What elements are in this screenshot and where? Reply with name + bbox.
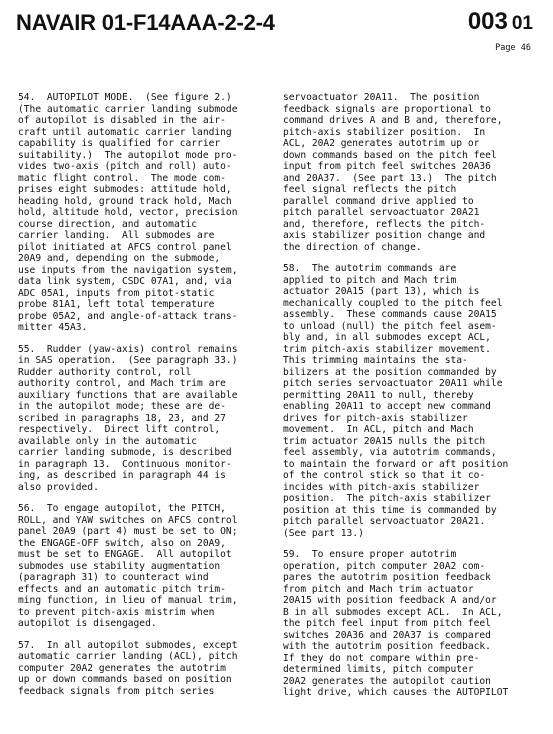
- section-number: [468, 8, 533, 36]
- paragraph-55: 55. Rudder (yaw-axis) control remains in SAS operation. (See paragraph 33.) Rudder authority control, roll authority control, and Mach trim are auxiliary functions that are available in the autopilot mode; these are de- scribed in paragraphs 18, 23, and 27 respectively. Direct lift control, available only in the automatic carrier landing submode, is described in paragraph 13. Continuous monitor- ing, as described in paragraph 44 is also provided.: [18, 343, 238, 493]
- paragraph-54: 54. AUTOPILOT MODE. (See figure 2.) (The automatic carrier landing submode of autopilot is disabled in the air- craft until automatic carrier landing capability is qualified for carrier suitability.) The autopilot mode pro- vides two-axis (pitch and roll) auto- matic flight control. The mode com- prises eight submodes: attitude hold, heading hold, ground track hold, Mach hold, altitude hold, vector, precision course direction, and automatic carrier landing. All submodes are pilot initiated at AFCS control panel 20A9 and, depending on the submode, use inputs from the navigation system, data link system, CSDC 07A1, and, via ADC 05A1, inputs from pitot-static probe 81A1, left total temperature probe 05A2, and angle-of-attack trans- mitter 45A3.: [18, 92, 238, 333]
- revision-code: 01: [511, 13, 533, 34]
- paragraph-56: 56. To engage autopilot, the PITCH, ROLL, and YAW switches on AFCS control panel 20A9 (part 4) must be set to ON; the ENGAGE-OFF switch, also on 20A9, must be set to ENGAGE. All autopilot submodes use stability augmentation (paragraph 31) to counteract wind effects and an automatic pitch trim- ming function, in lieu of manual trim, to prevent pitch-axis mistrim when autopilot is disengaged.: [18, 503, 238, 629]
- paragraph-58: 58. The autotrim commands are applied to pitch and Mach trim actuator 20A15 (part 13), which is mechanically coupled to the pitch feel assembly. These commands cause 20A15 to unload (null) the pitch feel asem- bly and, in all submodes except ACL, trim pitch-axis stabilizer movement. This trimming maintains the sta- bilizers at the position commanded by pitch series servoactuator 20A11 while permitting 20A11 to null, thereby enabling 20A11 to accept new command drives for pitch-axis stabilizer movement. In ACL, pitch and Mach trim actuator 20A15 nulls the pitch feel assembly, via autotrim commands, to maintain the forward or aft position of the control stick so that it co- incides with pitch-axis stabilizer position. The pitch-axis stabilizer position at this time is commanded by pitch parallel servoactuator 20A21. (See part 13.): [283, 263, 509, 539]
- left-column: [18, 92, 262, 707]
- paragraph-57: 57. In all autopilot submodes, except automatic carrier landing (ACL), pitch computer 20A2 generates the autotrim up or down commands based on position feedback signals from pitch series: [18, 639, 238, 697]
- section-code: 003: [467, 8, 508, 35]
- paragraph-57-continued: servoactuator 20A11. The position feedback signals are proportional to command drives A and B and, therefore, pitch-axis stabilizer position. In ACL, 20A2 generates autotrim up or down commands based on the pitch feel input from pitch feel switches 20A36 and 20A37. (See part 13.) The pitch feel signal reflects the pitch parallel command drive applied to pitch parallel servoactuator 20A21 and, therefore, reflects the pitch- axis stabilizer position change and the direction of change.: [283, 92, 503, 253]
- right-column: [283, 92, 527, 709]
- page-number: Page 46: [495, 43, 531, 53]
- document-number: NAVAIR 01-F14AAA-2-2-4: [16, 10, 275, 35]
- paragraph-59: 59. To ensure proper autotrim operation, pitch computer 20A2 com- pares the autotrim position feedback from pitch and Mach trim actuator 20A15 with position feedback A and/or B in all submodes except ACL. In ACL, the pitch feel input from pitch feel switches 20A36 and 20A37 is compared with the autotrim position feedback. If they do not compare within pre- determined limits, pitch computer 20A2 generates the autopilot caution light drive, which causes the AUTOPILOT: [283, 549, 509, 698]
